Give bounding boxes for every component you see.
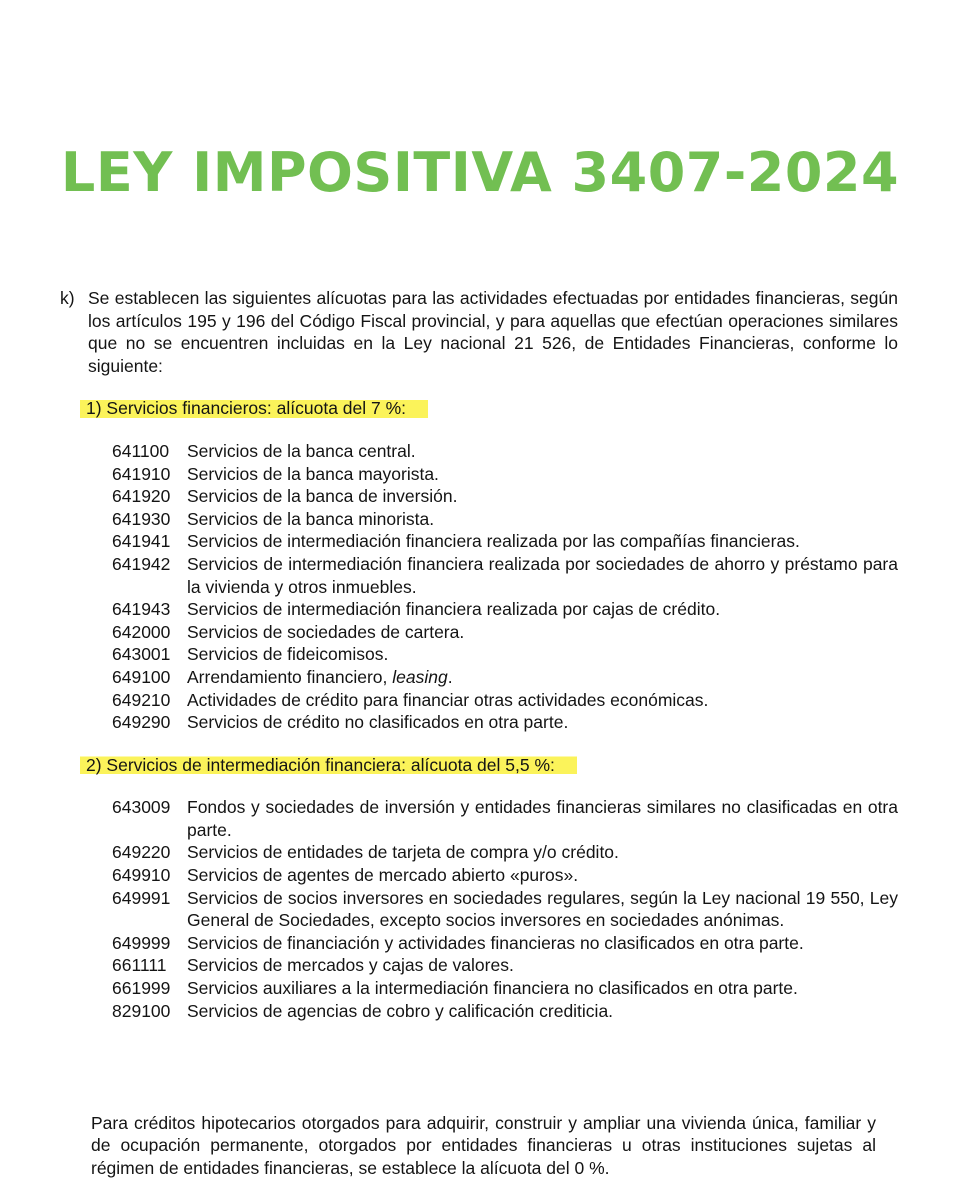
activity-description: Servicios de intermediación financiera realizada por sociedades de ahorro y préstamo para la vivienda y otros inmuebles. [187,553,898,597]
activity-description: Servicios de la banca minorista. [187,508,435,529]
activity-code: 649220 [112,842,171,863]
list-item [112,553,898,598]
activity-code: 661111 [112,955,167,976]
activity-code: 649991 [112,887,171,908]
intro-paragraph [60,287,898,377]
activity-description: Servicios de financiación y actividades financieras no clasificados en otra parte. [187,932,804,953]
activity-code: 641941 [112,531,171,552]
activity-description: Servicios de socios inversores en sociedades regulares, según la Ley nacional 19 550, Ley General de Sociedades, excepto socios inversores en sociedades anónimas. [187,887,898,931]
activity-description: Servicios de mercados y cajas de valores. [187,955,514,976]
document-body [60,287,898,1022]
activity-code: 649100 [112,666,171,687]
list-item [112,887,898,932]
activity-description: Servicios de agencias de cobro y calificación crediticia. [187,1000,614,1021]
activity-description: Servicios de crédito no clasificados en otra parte. [187,712,569,733]
list-item [112,485,898,508]
list-item [112,932,898,955]
activity-code: 649910 [112,865,171,886]
list-item [112,689,898,712]
list-item [112,440,898,463]
section-heading-highlighted: 1) Servicios financieros: alícuota del 7 %: [80,397,428,420]
activity-description-suffix: . [447,666,453,687]
list-item [112,711,898,734]
activity-description: Servicios de sociedades de cartera. [187,621,465,642]
activity-description: Servicios de fideicomisos. [187,644,389,665]
section-heading-highlighted: 2) Servicios de intermediación financiera: alícuota del 5,5 %: [80,754,577,777]
list-item [112,621,898,644]
activity-description: Servicios de agentes de mercado abierto «puros». [187,865,579,886]
activity-description: Servicios de la banca mayorista. [187,463,439,484]
list-item [112,643,898,666]
activity-code: 641942 [112,553,171,574]
list-item [112,841,898,864]
activity-code: 641920 [112,486,171,507]
list-item [112,463,898,486]
activity-code: 829100 [112,1000,171,1021]
activity-code: 661999 [112,978,171,999]
list-item [112,977,898,1000]
activity-code: 649210 [112,689,171,710]
activity-description: Servicios de entidades de tarjeta de compra y/o crédito. [187,842,619,863]
activity-description: Servicios de intermediación financiera realizada por las compañías financieras. [187,531,800,552]
activity-description-italic: leasing [392,666,448,687]
section-financial-services [60,397,898,733]
activity-code: 641943 [112,599,171,620]
activity-code: 643009 [112,797,171,818]
activity-code: 649290 [112,712,171,733]
activity-description: Servicios de intermediación financiera realizada por cajas de crédito. [187,599,721,620]
activity-code: 642000 [112,621,171,642]
activity-code: 649999 [112,932,171,953]
activity-code: 641930 [112,508,171,529]
activity-description: Fondos y sociedades de inversión y entidades financieras similares no clasificadas en otra parte. [187,797,898,840]
intro-marker: k) [60,288,75,308]
activity-description: Servicios auxiliares a la intermediación financiera no clasificados en otra parte. [187,978,798,999]
closing-note: Para créditos hipotecarios otorgados para adquirir, construir y ampliar una vivienda única, familiar y de ocupación permanente, otorgados por entidades financieras u otras instituciones sujetas al régimen de entidades financieras, se establece la alícuota del 0 %. [91,1112,876,1178]
list-item [112,954,898,977]
activity-code: 643001 [112,644,171,665]
activity-description: Servicios de la banca central. [187,440,416,461]
list-item [112,530,898,553]
section-financial-intermediation [60,754,898,1023]
list-item [112,1000,898,1023]
activity-description: Actividades de crédito para financiar otras actividades económicas. [187,689,709,710]
activity-code: 641910 [112,463,171,484]
activity-description [187,666,898,689]
activity-code-list [60,440,898,734]
list-item [112,666,898,689]
page-title: LEY IMPOSITIVA 3407-2024 [60,141,900,204]
activity-description-text: Arrendamiento financiero, [187,666,393,687]
activity-code: 641100 [112,440,170,461]
list-item [112,864,898,887]
list-item [112,598,898,621]
list-item [112,508,898,531]
intro-text: Se establecen las siguientes alícuotas para las actividades efectuadas por entidades financieras, según los artículos 195 y 196 del Código Fiscal provincial, y para aquellas que efectúan operaciones similares que no se encuentren incluidas en la Ley nacional 21 526, de Entidades Financieras, conforme lo siguiente: [88,288,898,376]
activity-code-list [60,796,898,1022]
list-item [112,796,898,841]
activity-description: Servicios de la banca de inversión. [187,486,458,507]
